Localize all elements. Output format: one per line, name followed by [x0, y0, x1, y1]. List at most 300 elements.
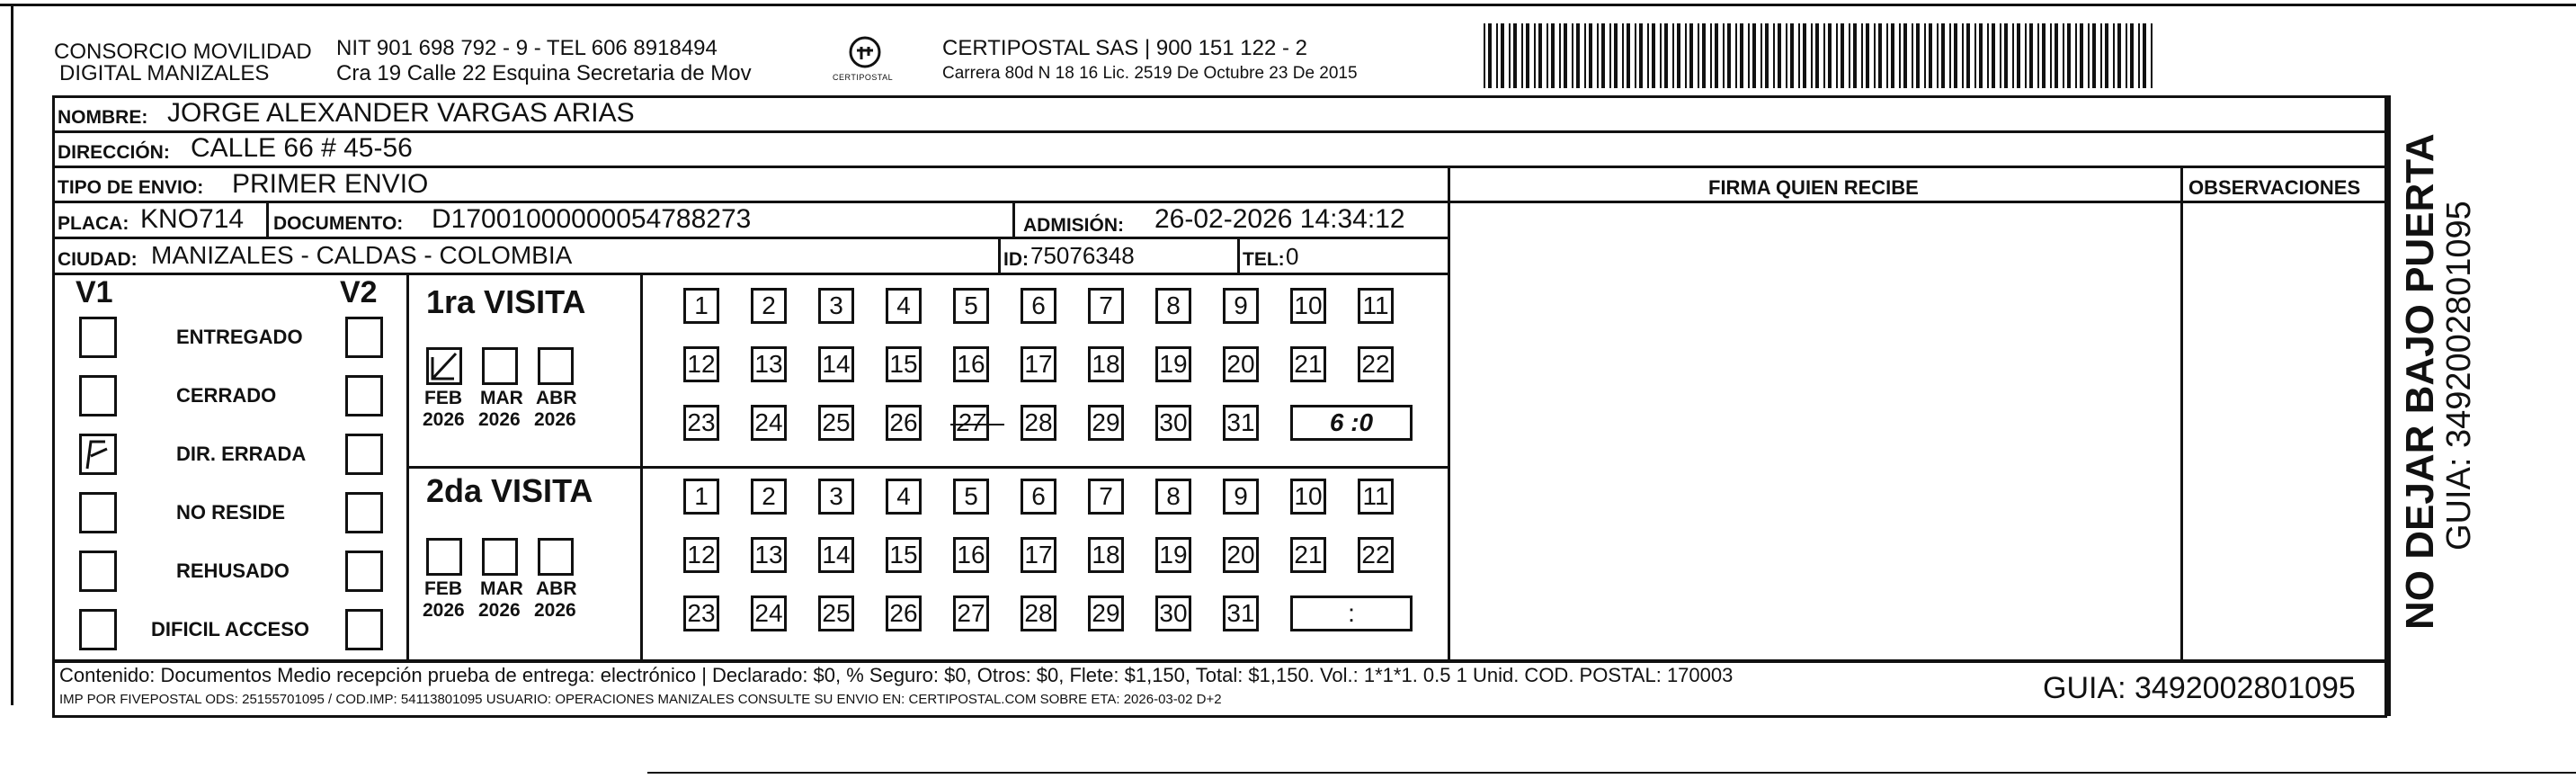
day-box[interactable] [953, 479, 989, 515]
day-number: 19 [1159, 350, 1188, 378]
day-number: 27 [957, 408, 985, 436]
barcode-bar [1891, 23, 1894, 88]
barcode-bar [2117, 23, 2121, 88]
day-number: 10 [1294, 482, 1323, 510]
day-box[interactable] [1088, 346, 1124, 382]
v1-checkbox[interactable] [79, 492, 117, 533]
month-checkbox[interactable] [482, 347, 518, 385]
day-box[interactable] [1358, 537, 1394, 573]
barcode [1484, 23, 2158, 88]
v2-checkbox[interactable] [345, 317, 383, 358]
day-box[interactable] [1088, 288, 1124, 324]
barcode-bar [1488, 23, 1492, 88]
day-number: 20 [1226, 541, 1255, 569]
day-number: 9 [1234, 482, 1248, 510]
v2-checkbox[interactable] [345, 375, 383, 416]
day-box[interactable] [683, 405, 719, 441]
day-number: 7 [1099, 291, 1113, 319]
barcode-bar [2126, 23, 2127, 88]
month-label: FEB [424, 578, 462, 599]
month-label: MAR [480, 578, 523, 599]
day-number: 29 [1092, 408, 1120, 436]
direccion-value: CALLE 66 # 45-56 [191, 133, 413, 163]
row-line-3 [52, 201, 2387, 203]
day-box[interactable] [953, 346, 989, 382]
day-box[interactable] [886, 479, 922, 515]
day-box[interactable] [818, 346, 854, 382]
day-box[interactable] [1290, 479, 1326, 515]
barcode-bar [2055, 23, 2058, 88]
day-box[interactable] [1088, 479, 1124, 515]
month-checkbox[interactable] [426, 538, 462, 576]
barcode-bar [2075, 23, 2077, 88]
barcode-bar [1513, 23, 1517, 88]
day-box[interactable] [1088, 537, 1124, 573]
day-number: 14 [822, 350, 851, 378]
barcode-bar [1609, 23, 1611, 88]
day-number: 31 [1226, 599, 1255, 627]
barcode-bar [1698, 23, 1699, 88]
barcode-bar [1878, 23, 1882, 88]
year-label: 2026 [478, 600, 521, 621]
status-label: CERRADO [176, 384, 277, 407]
strike-mark-icon [950, 424, 1004, 425]
v2-label: V2 [340, 275, 378, 309]
day-number: 21 [1294, 350, 1323, 378]
barcode-bar [2113, 23, 2115, 88]
day-box[interactable] [1358, 346, 1394, 382]
left-edge-line [11, 4, 13, 705]
day-box[interactable] [683, 346, 719, 382]
day-box[interactable] [683, 595, 719, 631]
day-number: 30 [1159, 599, 1188, 627]
day-number: 24 [754, 599, 783, 627]
month-label: FEB [424, 388, 462, 408]
ciudad-value: MANIZALES - CALDAS - COLOMBIA [151, 241, 573, 269]
barcode-bar [1937, 23, 1939, 88]
placa-value: KNO714 [140, 204, 245, 234]
day-number: 12 [687, 350, 716, 378]
barcode-bar [1886, 23, 1888, 88]
day-number: 21 [1294, 541, 1323, 569]
barcode-bar [2017, 23, 2020, 88]
second-visit-title: 2da VISITA [426, 472, 593, 509]
barcode-bar [2004, 23, 2008, 88]
barcode-bar [1501, 23, 1504, 88]
day-number: 19 [1159, 541, 1188, 569]
day-box[interactable] [886, 537, 922, 573]
day-box[interactable] [683, 537, 719, 573]
day-box[interactable] [818, 595, 854, 631]
barcode-bar [2025, 23, 2027, 88]
barcode-bar [1974, 23, 1976, 88]
barcode-bar [1773, 23, 1775, 88]
day-box[interactable] [1223, 405, 1259, 441]
barcode-bar [1979, 23, 1983, 88]
visit-time: : [1348, 599, 1355, 627]
barcode-bar [1823, 23, 1825, 88]
day-number: 12 [687, 541, 716, 569]
row-line-5 [52, 273, 1449, 275]
day-box[interactable] [953, 288, 989, 324]
day-number: 24 [754, 408, 783, 436]
barcode-bar [2088, 23, 2090, 88]
barcode-bar [1727, 23, 1731, 88]
day-box[interactable] [683, 288, 719, 324]
day-box[interactable] [1155, 479, 1191, 515]
second-visit-time-box[interactable] [1290, 595, 1413, 631]
barcode-bar [1929, 23, 1932, 88]
footer-guia: GUIA: 3492002801095 [2043, 671, 2356, 705]
year-label: 2026 [423, 409, 465, 430]
day-box[interactable] [1358, 288, 1394, 324]
barcode-bar [2080, 23, 2083, 88]
barcode-bar [1874, 23, 1876, 88]
v1-checkbox[interactable] [79, 375, 117, 416]
barcode-bar [1723, 23, 1725, 88]
v2-checkbox[interactable] [345, 609, 383, 650]
documento-label: DOCUMENTO: [273, 213, 404, 234]
day-box[interactable] [818, 288, 854, 324]
day-number: 3 [829, 291, 843, 319]
day-number: 7 [1099, 482, 1113, 510]
id-divider [998, 237, 1001, 273]
day-box[interactable] [886, 288, 922, 324]
day-box[interactable] [1155, 595, 1191, 631]
barcode-bar [1564, 23, 1567, 88]
bottom-edge-line [647, 772, 2576, 774]
barcode-bar [1962, 23, 1964, 88]
first-visit-title: 1ra VISITA [426, 283, 586, 320]
day-number: 5 [964, 482, 978, 510]
barcode-bar [2029, 23, 2033, 88]
barcode-bar [1836, 23, 1838, 88]
day-box[interactable] [1088, 595, 1124, 631]
day-box[interactable] [818, 537, 854, 573]
barcode-bar [1627, 23, 1630, 88]
direccion-label: DIRECCIÓN: [58, 142, 170, 163]
barcode-bar [1715, 23, 1718, 88]
barcode-bar [1849, 23, 1850, 88]
year-label: 2026 [534, 409, 576, 430]
barcode-bar [1987, 23, 1989, 88]
barcode-bar [1966, 23, 1970, 88]
year-label: 2026 [534, 600, 576, 621]
day-box[interactable] [1290, 288, 1326, 324]
courier-line2: Carrera 80d N 18 16 Lic. 2519 De Octubre 23 De 2015 [942, 64, 1358, 83]
placa-label: PLACA: [58, 213, 129, 234]
day-box[interactable] [1358, 479, 1394, 515]
courier-line1: CERTIPOSTAL SAS | 900 151 122 - 2 [942, 36, 1307, 60]
day-number: 14 [822, 541, 851, 569]
v1-checkbox[interactable] [79, 551, 117, 592]
day-number: 26 [889, 408, 918, 436]
admision-divider [1012, 201, 1015, 237]
day-box[interactable] [751, 405, 787, 441]
day-box[interactable] [886, 595, 922, 631]
day-box[interactable] [1155, 288, 1191, 324]
day-number: 29 [1092, 599, 1120, 627]
barcode-bar [1748, 23, 1750, 88]
company-name-line2: DIGITAL MANIZALES [59, 61, 270, 85]
barcode-bar [1652, 23, 1655, 88]
check-mark-icon [82, 436, 114, 472]
status-label: REHUSADO [176, 560, 290, 582]
v2-checkbox[interactable] [345, 551, 383, 592]
barcode-bar [1954, 23, 1957, 88]
day-number: 16 [957, 541, 985, 569]
barcode-bar [1992, 23, 1995, 88]
day-number: 25 [822, 408, 851, 436]
barcode-bar [1949, 23, 1951, 88]
barcode-bar [1924, 23, 1926, 88]
barcode-bar [1811, 23, 1813, 88]
status-label: NO RESIDE [176, 501, 286, 524]
address-line: Cra 19 Calle 22 Esquina Secretaria de Mov [336, 61, 752, 85]
barcode-bar [1903, 23, 1907, 88]
day-box[interactable] [751, 595, 787, 631]
day-box[interactable] [1223, 537, 1259, 573]
day-number: 18 [1092, 350, 1120, 378]
day-box[interactable] [751, 288, 787, 324]
year-label: 2026 [423, 600, 465, 621]
day-number: 23 [687, 599, 716, 627]
documento-value: D17001000000054788273 [432, 204, 752, 234]
day-box[interactable] [751, 479, 787, 515]
barcode-bar [1639, 23, 1643, 88]
barcode-bar [1672, 23, 1674, 88]
tel-label: TEL: [1243, 249, 1285, 270]
day-number: 8 [1166, 482, 1181, 510]
barcode-bar [1853, 23, 1857, 88]
barcode-bar [1841, 23, 1844, 88]
placa-divider [266, 201, 269, 237]
v1-checkbox[interactable] [79, 317, 117, 358]
barcode-bar [1760, 23, 1762, 88]
day-box[interactable] [1223, 288, 1259, 324]
visit-time: 6 :0 [1329, 408, 1374, 436]
barcode-bar [1689, 23, 1693, 88]
day-box[interactable] [1223, 595, 1259, 631]
day-number: 17 [1024, 350, 1053, 378]
day-number: 23 [687, 408, 716, 436]
day-box[interactable] [886, 405, 922, 441]
v1-checkbox[interactable] [79, 609, 117, 650]
tel-value: 0 [1286, 243, 1299, 270]
barcode-bar [1589, 23, 1592, 88]
status-label: DIFICIL ACCESO [151, 618, 310, 640]
day-number: 1 [694, 482, 709, 510]
id-label: ID: [1003, 249, 1029, 270]
barcode-bar [2105, 23, 2108, 88]
barcode-bar [1551, 23, 1555, 88]
day-number: 17 [1024, 541, 1053, 569]
day-box[interactable] [1155, 405, 1191, 441]
barcode-bar [1597, 23, 1599, 88]
day-box[interactable] [1021, 595, 1056, 631]
day-box[interactable] [1021, 405, 1056, 441]
id-value: 75076348 [1030, 242, 1135, 269]
barcode-bar [1899, 23, 1901, 88]
barcode-bar [1484, 23, 1485, 88]
day-box[interactable] [1223, 479, 1259, 515]
v2-checkbox[interactable] [345, 492, 383, 533]
day-number: 25 [822, 599, 851, 627]
barcode-bar [1815, 23, 1819, 88]
barcode-bar [1664, 23, 1668, 88]
barcode-bar [1861, 23, 1863, 88]
day-number: 15 [889, 350, 918, 378]
day-number: 28 [1024, 599, 1053, 627]
day-box[interactable] [751, 537, 787, 573]
day-number: 11 [1362, 291, 1389, 319]
day-box[interactable] [953, 405, 989, 441]
certipostal-logo [829, 34, 901, 88]
day-box[interactable] [1155, 537, 1191, 573]
tipo-envio-value: PRIMER ENVIO [232, 169, 429, 199]
visit-split-line [406, 466, 1449, 469]
observaciones-header: OBSERVACIONES [2188, 176, 2361, 199]
day-box[interactable] [818, 405, 854, 441]
barcode-bar [1614, 23, 1618, 88]
barcode-bar [1740, 23, 1743, 88]
tel-divider [1237, 237, 1240, 273]
day-number: 26 [889, 599, 918, 627]
day-box[interactable] [683, 479, 719, 515]
v1-checkbox[interactable] [79, 434, 117, 475]
month-checkbox[interactable] [426, 347, 462, 385]
day-box[interactable] [953, 595, 989, 631]
day-number: 30 [1159, 408, 1188, 436]
month-checkbox[interactable] [538, 347, 574, 385]
barcode-bar [1526, 23, 1529, 88]
footer-line1: Contenido: Documentos Medio recepción prueba de entrega: electrónico | Declarado: $0, % Seguro: $0, Otros: $0, Flete: $1,150, Total: $1,150. Vol.: 1*1*1. 0.5 1 Unid. COD. POSTAL: 170003 [59, 664, 1734, 686]
barcode-bar [1677, 23, 1680, 88]
barcode-bar [1601, 23, 1605, 88]
day-number: 2 [762, 291, 776, 319]
check-mark-icon [429, 350, 459, 382]
day-box[interactable] [886, 346, 922, 382]
footer-line2: IMP POR FIVEPOSTAL ODS: 25155701095 / COD.IMP: 54113801095 USUARIO: OPERACIONES MANIZALES CONSULTE SU ENVIO EN: CERTIPOSTAL.COM SOBRE ETA: 2026-03-02 D+2 [59, 692, 1222, 707]
day-number: 18 [1092, 541, 1120, 569]
nombre-label: NOMBRE: [58, 107, 148, 128]
day-number: 6 [1031, 482, 1046, 510]
row-line-2 [52, 166, 2387, 168]
company-name-line1: CONSORCIO MOVILIDAD [54, 40, 312, 64]
day-number: 3 [829, 482, 843, 510]
barcode-bar [1509, 23, 1511, 88]
barcode-bar [2063, 23, 2064, 88]
barcode-bar [1912, 23, 1913, 88]
day-box[interactable] [1021, 537, 1056, 573]
barcode-bar [1702, 23, 1706, 88]
top-edge-line [0, 4, 2576, 6]
barcode-bar [1576, 23, 1580, 88]
day-box[interactable] [1088, 405, 1124, 441]
barcode-bar [1622, 23, 1624, 88]
barcode-bar [2138, 23, 2140, 88]
barcode-bar [1778, 23, 1781, 88]
day-number: 16 [957, 350, 985, 378]
barcode-bar [1534, 23, 1536, 88]
day-number: 22 [1361, 350, 1390, 378]
firma-header: FIRMA QUIEN RECIBE [1708, 176, 1919, 199]
no-dejar-bajo-puerta: NO DEJAR BAJO PUERTA [2398, 133, 2442, 630]
admision-value: 26-02-2026 14:34:12 [1154, 204, 1405, 234]
nombre-value: JORGE ALEXANDER VARGAS ARIAS [167, 98, 635, 128]
day-box[interactable] [1155, 346, 1191, 382]
barcode-bar [1765, 23, 1769, 88]
barcode-bar [1546, 23, 1548, 88]
month-label: MAR [480, 388, 523, 408]
day-number: 13 [754, 350, 783, 378]
month-label: ABR [536, 388, 577, 408]
barcode-bar [1798, 23, 1800, 88]
status-label: ENTREGADO [176, 326, 303, 348]
day-box[interactable] [1290, 537, 1326, 573]
barcode-bar [2143, 23, 2146, 88]
day-number: 22 [1361, 541, 1390, 569]
barcode-bar [2050, 23, 2052, 88]
barcode-bar [2000, 23, 2001, 88]
day-box[interactable] [953, 537, 989, 573]
month-checkbox[interactable] [482, 538, 518, 576]
v2-checkbox[interactable] [345, 434, 383, 475]
col-obs-left [2180, 166, 2183, 662]
day-number: 28 [1024, 408, 1053, 436]
day-number: 9 [1234, 291, 1248, 319]
day-number: 4 [896, 482, 911, 510]
admision-label: ADMISIÓN: [1023, 215, 1124, 236]
day-number: 11 [1362, 482, 1389, 510]
month-label: ABR [536, 578, 577, 599]
barcode-bar [1752, 23, 1756, 88]
day-box[interactable] [751, 346, 787, 382]
status-label: DIR. ERRADA [176, 443, 307, 465]
day-number: 6 [1031, 291, 1046, 319]
day-box[interactable] [818, 479, 854, 515]
nit-line: NIT 901 698 792 - 9 - TEL 606 8918494 [336, 36, 718, 60]
barcode-bar [2067, 23, 2071, 88]
v1-label: V1 [76, 275, 113, 309]
side-frame [2385, 95, 2391, 716]
day-box[interactable] [1021, 479, 1056, 515]
day-box[interactable] [1290, 346, 1326, 382]
barcode-bar [1635, 23, 1636, 88]
barcode-bar [1866, 23, 1869, 88]
day-number: 2 [762, 482, 776, 510]
month-checkbox[interactable] [538, 538, 574, 576]
barcode-bar [1916, 23, 1920, 88]
barcode-bar [1735, 23, 1737, 88]
logo-text: CERTIPOSTAL [833, 73, 894, 82]
day-box[interactable] [1223, 346, 1259, 382]
barcode-bar [1710, 23, 1712, 88]
barcode-bar [2037, 23, 2039, 88]
day-number: 15 [889, 541, 918, 569]
barcode-bar [2092, 23, 2096, 88]
day-box[interactable] [1021, 346, 1056, 382]
side-guia-number: GUIA: 3492002801095 [2440, 201, 2478, 551]
barcode-bar [1786, 23, 1787, 88]
barcode-bar [2042, 23, 2046, 88]
day-box[interactable] [1021, 288, 1056, 324]
day-number: 10 [1294, 291, 1323, 319]
day-number: 1 [694, 291, 709, 319]
barcode-bar [1521, 23, 1523, 88]
first-visit-time-box[interactable] [1290, 405, 1413, 441]
barcode-bar [1660, 23, 1662, 88]
